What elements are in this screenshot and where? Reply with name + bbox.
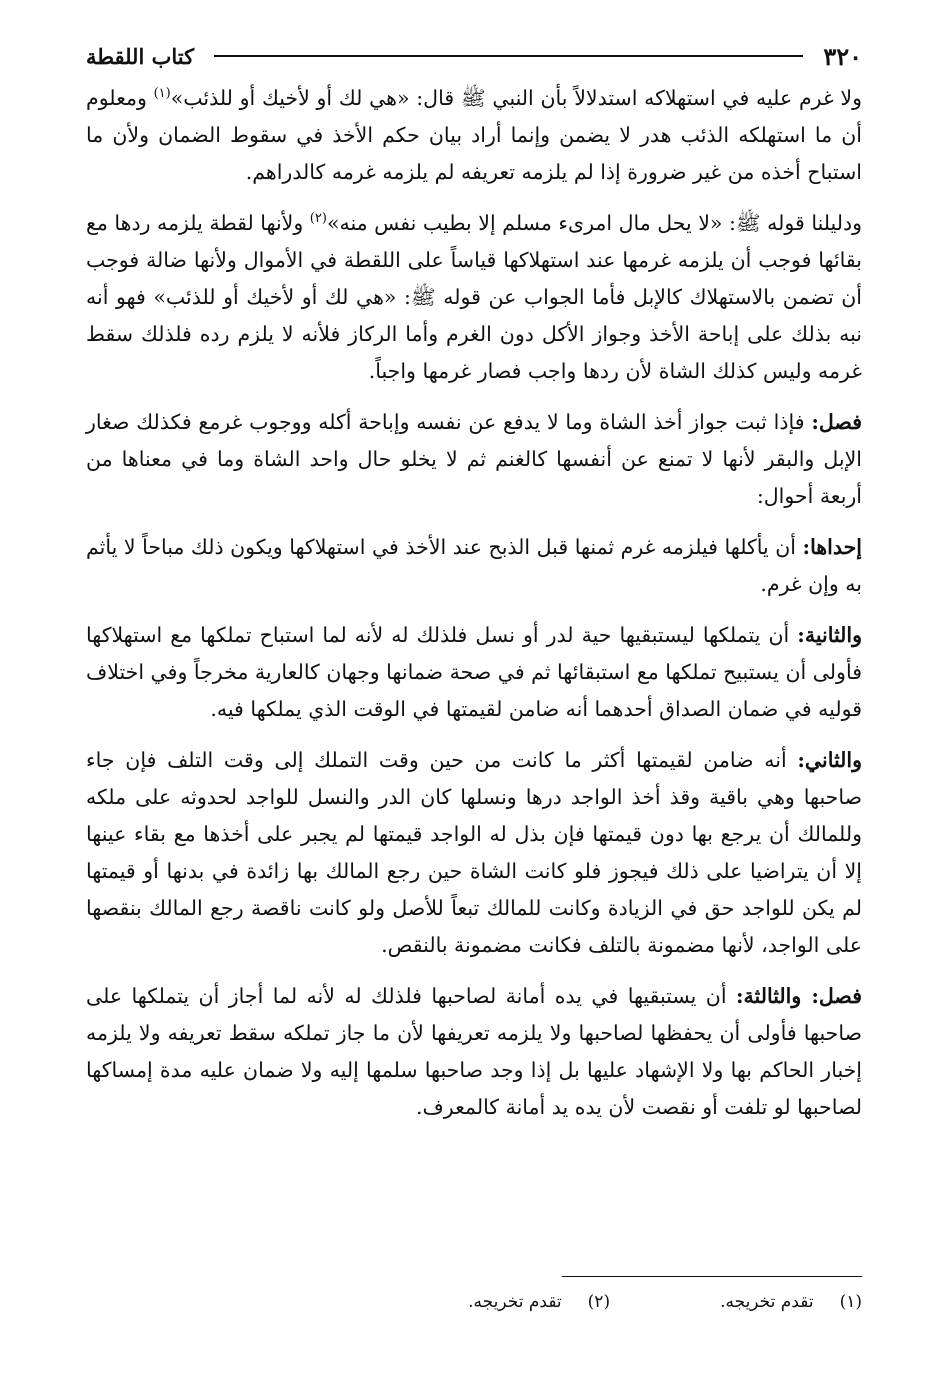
book-title: كتاب اللقطة (86, 43, 195, 69)
paragraph-lead: إحداها: (802, 535, 862, 559)
paragraph-text: أنه ضامن لقيمتها أكثر ما كانت من حين وقت التملك إلى وقت التلف فإن جاء صاحبها وهي باقية وقذ أخذ الواجد درها ونسلها كان الدر والنسل للواجد لحدوثه على ملكه وللمالك أن يرجع بها دون قيمتها فإن بذل له الواجد قيمتها لم يجبر على أخذها مع بقاء عينها إلا أن يتراضيا على ذلك فيجوز فلو كانت الشاة حين رجع المالك بها زائدة في بدنها أو قيمتها لم يكن للواجد حق في الزيادة وكانت للمالك تبعاً للأصل ولو كانت ناقصة رجع المالك بنقصها على الواجد، لأنها مضمونة بالتلف فكانت مضمونة بالنقص. (86, 748, 862, 957)
paragraph-lead: فصل: والثالثة: (735, 984, 862, 1008)
footnote-number: (١) (839, 1292, 862, 1312)
paragraph-text: فإذا ثبت جواز أخذ الشاة وما لا يدفع عن نفسه وإباحة أكله ووجوب غرمع فكذلك صغار الإبل والبقر لأنها لا تمنع عن أنفسها كالغنم ثم لا يخلو حال واحد الشاة وما في معناها من أربعة أحوال: (86, 410, 862, 508)
footnote (468, 1292, 610, 1312)
paragraph-text: أن يأكلها فيلزمه غرم ثمنها قبل الذبح عند الأخذ في استهلاكها ويكون ذلك مباحاً لا يأثم به وإن غرم. (86, 535, 862, 596)
paragraph (86, 205, 862, 390)
paragraph (86, 978, 862, 1126)
header-rule (214, 55, 803, 57)
footnote (720, 1292, 862, 1312)
footnote-ref: (٢) (309, 211, 327, 227)
paragraph-text: ولا غرم عليه في استهلاكه استدلالاً بأن النبي ﷺ قال: «هي لك أو لأخيك أو للذئب» (170, 86, 862, 110)
footnote-text: تقدم تخريجه. (720, 1292, 814, 1312)
footnote-rule (562, 1276, 862, 1277)
paragraph (86, 80, 862, 191)
paragraph-text-after: ومعلوم أن ما استهلكه الذئب هدر لا يضمن وإنما أراد بيان حكم الأخذ في سقوط الضمان ولأن ما استباح أخذه من غير ضرورة إذا لم يلزمه تعريفه لم يلزمه غرمه كالدراهم. (86, 86, 862, 184)
footnote-number: (٢) (587, 1292, 611, 1312)
paragraph (86, 529, 862, 603)
page-number: ٣٢٠ (823, 41, 862, 71)
paragraph (86, 617, 862, 728)
paragraph-lead: والثانية: (797, 623, 862, 647)
paragraph-text: أن يتملكها ليستبقيها حية لدر أو نسل فلذلك له لأنه لما استباح تملكها مع استهلاكها فأولى أن يستبيح تملكها مع استبقائها ثم في صحة ضمانها وجهان كالعارية مخرجاً وفي اختلاف قوليه في ضمان الصداق أحدهما أنه ضامن لقيمتها في الوقت الذي يملكها فيه. (86, 623, 862, 721)
body-text (86, 80, 862, 1126)
paragraph (86, 742, 862, 964)
paragraph-lead: فصل: (811, 410, 862, 434)
paragraph (86, 404, 862, 515)
footnotes (86, 1292, 862, 1312)
page-header (86, 36, 862, 76)
footnote-text: تقدم تخريجه. (468, 1292, 562, 1312)
paragraph-text: ودليلنا قوله ﷺ: «لا يحل مال امرىء مسلم إلا بطيب نفس منه» (326, 211, 863, 235)
paragraph-text: أن يستبقيها في يده أمانة لصاحبها فلذلك له لأنه لما أجاز أن يتملكها على صاحبها فأولى أن يحفظها لصاحبها ولا يلزمه تعريفها لأن ما جاز تملكه سقط تعريفه ولا يلزمه إخبار الحاكم بها ولا الإشهاد عليها بل إذا وجد صاحبها سلمها إليه ولا ضمان عليه مدة إمساكها لصاحبها لو تلفت أو نقصت لأن يده يد أمانة كالمعرف. (86, 984, 862, 1119)
paragraph-lead: والثاني: (797, 748, 862, 772)
paragraph-text-after: ولأنها لقطة يلزمه ردها مع بقائها فوجب أن يلزمه غرمها عند استهلاكها قياساً على اللقطة في الأموال ولأنها ضالة فوجب أن تضمن بالاستهلاك كالإبل فأما الجواب عن قوله ﷺ: «هي لك أو لأخيك أو للذئب» فهو أنه نبه بذلك على إباحة الأخذ وجواز الأكل دون الغرم وأما الركاز فلأنه لا يلزم رده فلذلك سقط غرمه وليس كذلك الشاة لأن ردها واجب فصار غرمها واجباً. (86, 211, 862, 383)
footnote-ref: (١) (153, 86, 171, 102)
